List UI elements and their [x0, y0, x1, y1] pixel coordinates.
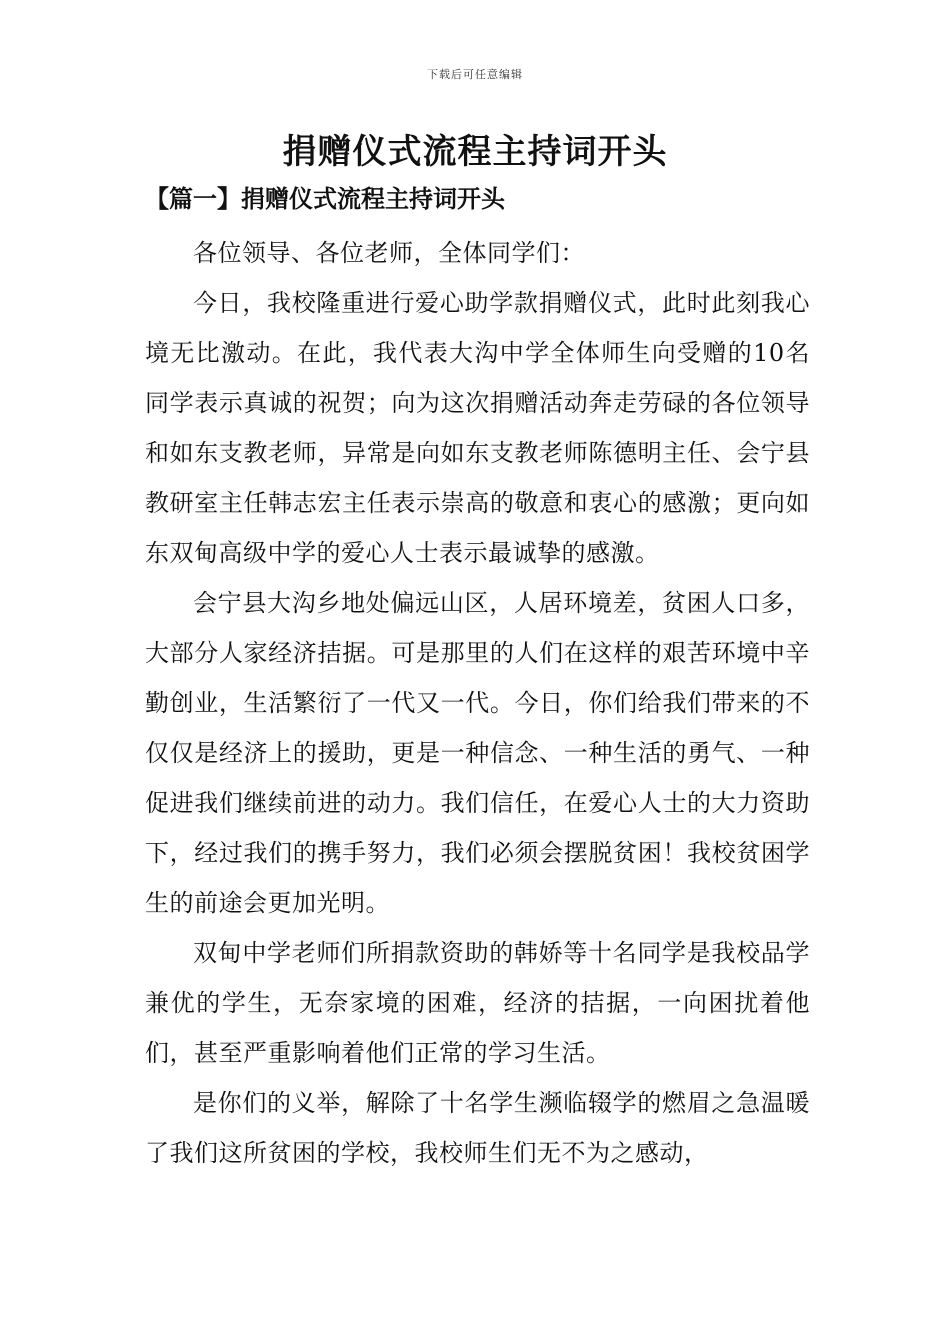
- paragraph: 今日，我校隆重进行爱心助学款捐赠仪式，此时此刻我心境无比激动。在此，我代表大沟中学全体师生向受赠的10名同学表示真诚的祝贺；向为这次捐赠活动奔走劳碌的各位领导和如东支教老师，异常是向如东支教老师陈德明主任、会宁县教研室主任韩志宏主任表示崇高的敬意和衷心的感激；更向如东双甸高级中学的爱心人士表示最诚挚的感激。: [145, 289, 810, 567]
- paragraph: 是你们的义举，解除了十名学生濒临辍学的燃眉之急温暖了我们这所贫困的学校，我校师生们无不为之感动，: [145, 1089, 810, 1167]
- section-heading: 【篇一】捐赠仪式流程主持词开头: [145, 184, 505, 213]
- document-body: [145, 228, 810, 1178]
- paragraph: 会宁县大沟乡地处偏远山区，人居环境差，贫困人口多，大部分人家经济拮据。可是那里的人们在这样的艰苦环境中辛勤创业，生活繁衍了一代又一代。今日，你们给我们带来的不仅仅是经济上的援助，更是一种信念、一种生活的勇气、一种促进我们继续前进的动力。我们信任，在爱心人士的大力资助下，经过我们的携手努力，我们必须会摆脱贫困！我校贫困学生的前途会更加光明。: [145, 589, 810, 917]
- paragraph-greeting: 各位领导、各位老师，全体同学们：: [193, 239, 585, 267]
- document-title: 捐赠仪式流程主持词开头: [282, 132, 668, 172]
- header-note: 下载后可任意编辑: [427, 68, 523, 81]
- paragraph: 双甸中学老师们所捐款资助的韩娇等十名同学是我校品学兼优的学生，无奈家境的困难，经济的拮据，一向困扰着他们，甚至严重影响着他们正常的学习生活。: [145, 939, 810, 1067]
